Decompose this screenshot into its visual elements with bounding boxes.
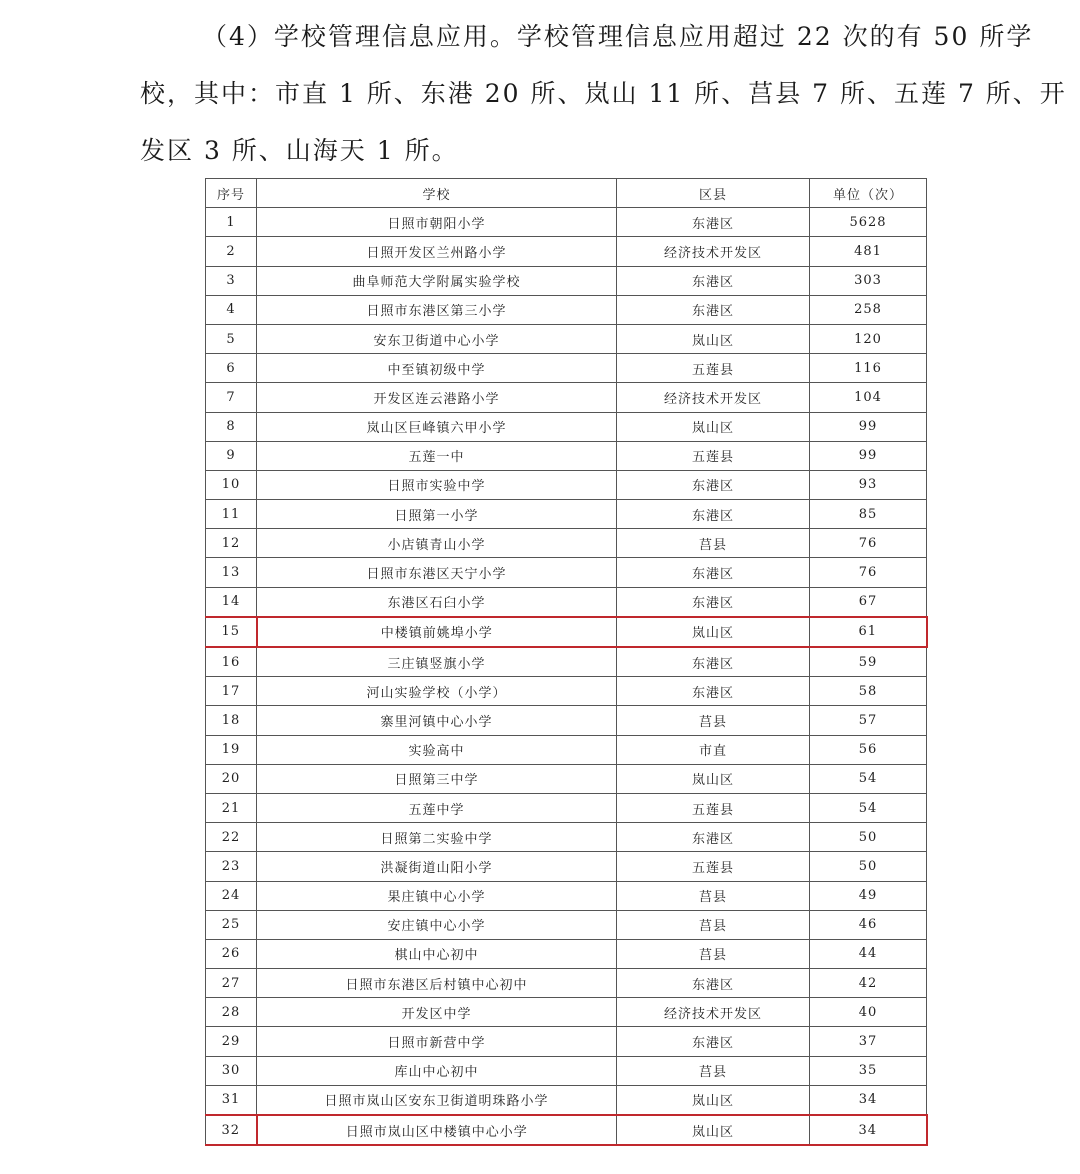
cell-no: 8 bbox=[206, 412, 257, 441]
table-row bbox=[206, 1056, 927, 1085]
cell-school: 日照市岚山区中楼镇中心小学 bbox=[257, 1115, 617, 1145]
intro-paragraph bbox=[140, 8, 1067, 179]
cell-district: 东港区 bbox=[617, 470, 810, 499]
table-row bbox=[206, 1027, 927, 1056]
cell-school: 日照市东港区后村镇中心初中 bbox=[257, 969, 617, 998]
cell-no: 31 bbox=[206, 1085, 257, 1115]
cell-count: 44 bbox=[810, 939, 927, 968]
table-row bbox=[206, 764, 927, 793]
cell-district: 莒县 bbox=[617, 881, 810, 910]
cell-count: 42 bbox=[810, 969, 927, 998]
cell-district: 东港区 bbox=[617, 677, 810, 706]
cell-count: 54 bbox=[810, 793, 927, 822]
cell-count: 104 bbox=[810, 383, 927, 412]
cell-district: 莒县 bbox=[617, 939, 810, 968]
cell-no: 13 bbox=[206, 558, 257, 587]
cell-count: 40 bbox=[810, 998, 927, 1027]
cell-no: 30 bbox=[206, 1056, 257, 1085]
cell-school: 日照第二实验中学 bbox=[257, 823, 617, 852]
cell-no: 20 bbox=[206, 764, 257, 793]
cell-no: 22 bbox=[206, 823, 257, 852]
table-row bbox=[206, 324, 927, 353]
cell-school: 日照市实验中学 bbox=[257, 470, 617, 499]
cell-district: 岚山区 bbox=[617, 1115, 810, 1145]
cell-school: 东港区石臼小学 bbox=[257, 587, 617, 617]
cell-no: 10 bbox=[206, 470, 257, 499]
cell-no: 6 bbox=[206, 354, 257, 383]
cell-school: 五莲中学 bbox=[257, 793, 617, 822]
school-usage-table bbox=[205, 178, 928, 1146]
cell-district: 东港区 bbox=[617, 587, 810, 617]
cell-district: 岚山区 bbox=[617, 324, 810, 353]
cell-no: 2 bbox=[206, 237, 257, 266]
cell-no: 32 bbox=[206, 1115, 257, 1145]
cell-school: 棋山中心初中 bbox=[257, 939, 617, 968]
cell-no: 12 bbox=[206, 529, 257, 558]
cell-district: 东港区 bbox=[617, 266, 810, 295]
cell-district: 五莲县 bbox=[617, 354, 810, 383]
cell-school: 库山中心初中 bbox=[257, 1056, 617, 1085]
cell-district: 东港区 bbox=[617, 1027, 810, 1056]
cell-district: 岚山区 bbox=[617, 617, 810, 647]
table-row bbox=[206, 1085, 927, 1115]
table-row bbox=[206, 587, 927, 617]
cell-school: 日照市东港区天宁小学 bbox=[257, 558, 617, 587]
table-row bbox=[206, 558, 927, 587]
school-usage-table-wrapper bbox=[205, 178, 926, 1146]
cell-district: 东港区 bbox=[617, 208, 810, 237]
cell-no: 21 bbox=[206, 793, 257, 822]
table-row bbox=[206, 412, 927, 441]
cell-count: 5628 bbox=[810, 208, 927, 237]
cell-school: 日照市岚山区安东卫街道明珠路小学 bbox=[257, 1085, 617, 1115]
table-row bbox=[206, 998, 927, 1027]
cell-no: 1 bbox=[206, 208, 257, 237]
cell-no: 4 bbox=[206, 295, 257, 324]
cell-count: 34 bbox=[810, 1115, 927, 1145]
cell-no: 14 bbox=[206, 587, 257, 617]
table-row bbox=[206, 617, 927, 647]
cell-district: 东港区 bbox=[617, 969, 810, 998]
table-row bbox=[206, 500, 927, 529]
cell-no: 28 bbox=[206, 998, 257, 1027]
cell-no: 3 bbox=[206, 266, 257, 295]
table-row bbox=[206, 441, 927, 470]
header-no: 序号 bbox=[206, 179, 257, 208]
cell-count: 76 bbox=[810, 529, 927, 558]
cell-count: 50 bbox=[810, 852, 927, 881]
table-row bbox=[206, 969, 927, 998]
paragraph-line: （4）学校管理信息应用。学校管理信息应用超过 22 次的有 50 所学 bbox=[202, 22, 1034, 51]
cell-count: 37 bbox=[810, 1027, 927, 1056]
cell-count: 34 bbox=[810, 1085, 927, 1115]
cell-count: 54 bbox=[810, 764, 927, 793]
header-district: 区县 bbox=[617, 179, 810, 208]
cell-count: 93 bbox=[810, 470, 927, 499]
cell-school: 日照市东港区第三小学 bbox=[257, 295, 617, 324]
table-row bbox=[206, 237, 927, 266]
table-row bbox=[206, 470, 927, 499]
cell-count: 99 bbox=[810, 441, 927, 470]
cell-no: 24 bbox=[206, 881, 257, 910]
cell-school: 开发区连云港路小学 bbox=[257, 383, 617, 412]
cell-district: 岚山区 bbox=[617, 412, 810, 441]
cell-no: 23 bbox=[206, 852, 257, 881]
table-row bbox=[206, 266, 927, 295]
cell-school: 安庄镇中心小学 bbox=[257, 910, 617, 939]
cell-count: 57 bbox=[810, 706, 927, 735]
cell-district: 莒县 bbox=[617, 1056, 810, 1085]
header-school: 学校 bbox=[257, 179, 617, 208]
cell-district: 五莲县 bbox=[617, 793, 810, 822]
cell-count: 99 bbox=[810, 412, 927, 441]
cell-school: 三庄镇竖旗小学 bbox=[257, 647, 617, 677]
cell-count: 120 bbox=[810, 324, 927, 353]
cell-school: 日照市朝阳小学 bbox=[257, 208, 617, 237]
cell-district: 市直 bbox=[617, 735, 810, 764]
cell-count: 85 bbox=[810, 500, 927, 529]
cell-no: 27 bbox=[206, 969, 257, 998]
table-body bbox=[206, 208, 927, 1146]
cell-school: 日照市新营中学 bbox=[257, 1027, 617, 1056]
cell-count: 58 bbox=[810, 677, 927, 706]
table-row bbox=[206, 706, 927, 735]
table-row bbox=[206, 852, 927, 881]
cell-school: 洪凝街道山阳小学 bbox=[257, 852, 617, 881]
cell-school: 小店镇青山小学 bbox=[257, 529, 617, 558]
cell-school: 果庄镇中心小学 bbox=[257, 881, 617, 910]
cell-school: 岚山区巨峰镇六甲小学 bbox=[257, 412, 617, 441]
table-row bbox=[206, 910, 927, 939]
cell-count: 303 bbox=[810, 266, 927, 295]
cell-school: 河山实验学校（小学） bbox=[257, 677, 617, 706]
cell-school: 曲阜师范大学附属实验学校 bbox=[257, 266, 617, 295]
cell-school: 日照第三中学 bbox=[257, 764, 617, 793]
cell-count: 67 bbox=[810, 587, 927, 617]
cell-count: 49 bbox=[810, 881, 927, 910]
cell-count: 46 bbox=[810, 910, 927, 939]
cell-count: 35 bbox=[810, 1056, 927, 1085]
cell-count: 59 bbox=[810, 647, 927, 677]
cell-no: 19 bbox=[206, 735, 257, 764]
table-row bbox=[206, 383, 927, 412]
table-row bbox=[206, 939, 927, 968]
cell-district: 东港区 bbox=[617, 558, 810, 587]
table-row bbox=[206, 823, 927, 852]
cell-district: 东港区 bbox=[617, 500, 810, 529]
table-row bbox=[206, 1115, 927, 1145]
cell-school: 五莲一中 bbox=[257, 441, 617, 470]
cell-district: 经济技术开发区 bbox=[617, 237, 810, 266]
table-row bbox=[206, 677, 927, 706]
cell-school: 安东卫街道中心小学 bbox=[257, 324, 617, 353]
table-header-row bbox=[206, 179, 927, 208]
cell-district: 东港区 bbox=[617, 647, 810, 677]
cell-school: 寨里河镇中心小学 bbox=[257, 706, 617, 735]
header-count: 单位（次） bbox=[810, 179, 927, 208]
cell-school: 中楼镇前姚埠小学 bbox=[257, 617, 617, 647]
cell-district: 莒县 bbox=[617, 910, 810, 939]
cell-count: 56 bbox=[810, 735, 927, 764]
cell-district: 五莲县 bbox=[617, 441, 810, 470]
table-row bbox=[206, 881, 927, 910]
cell-district: 岚山区 bbox=[617, 1085, 810, 1115]
cell-school: 日照开发区兰州路小学 bbox=[257, 237, 617, 266]
cell-no: 18 bbox=[206, 706, 257, 735]
cell-no: 16 bbox=[206, 647, 257, 677]
table-row bbox=[206, 647, 927, 677]
cell-count: 481 bbox=[810, 237, 927, 266]
cell-no: 17 bbox=[206, 677, 257, 706]
table-row bbox=[206, 208, 927, 237]
cell-no: 29 bbox=[206, 1027, 257, 1056]
cell-district: 经济技术开发区 bbox=[617, 998, 810, 1027]
cell-count: 50 bbox=[810, 823, 927, 852]
cell-no: 25 bbox=[206, 910, 257, 939]
cell-district: 岚山区 bbox=[617, 764, 810, 793]
cell-no: 7 bbox=[206, 383, 257, 412]
cell-count: 61 bbox=[810, 617, 927, 647]
cell-district: 五莲县 bbox=[617, 852, 810, 881]
table-row bbox=[206, 354, 927, 383]
cell-no: 11 bbox=[206, 500, 257, 529]
table-row bbox=[206, 735, 927, 764]
cell-count: 76 bbox=[810, 558, 927, 587]
cell-district: 东港区 bbox=[617, 823, 810, 852]
cell-school: 中至镇初级中学 bbox=[257, 354, 617, 383]
cell-school: 开发区中学 bbox=[257, 998, 617, 1027]
cell-no: 9 bbox=[206, 441, 257, 470]
cell-no: 15 bbox=[206, 617, 257, 647]
table-row bbox=[206, 529, 927, 558]
cell-district: 经济技术开发区 bbox=[617, 383, 810, 412]
cell-district: 莒县 bbox=[617, 706, 810, 735]
cell-count: 116 bbox=[810, 354, 927, 383]
cell-school: 实验高中 bbox=[257, 735, 617, 764]
table-row bbox=[206, 295, 927, 324]
cell-district: 莒县 bbox=[617, 529, 810, 558]
cell-count: 258 bbox=[810, 295, 927, 324]
cell-no: 5 bbox=[206, 324, 257, 353]
cell-no: 26 bbox=[206, 939, 257, 968]
table-row bbox=[206, 793, 927, 822]
cell-district: 东港区 bbox=[617, 295, 810, 324]
paragraph-line: 发区 3 所、山海天 1 所。 bbox=[140, 136, 459, 165]
paragraph-line: 校，其中：市直 1 所、东港 20 所、岚山 11 所、莒县 7 所、五莲 7 所、开 bbox=[140, 79, 1067, 108]
cell-school: 日照第一小学 bbox=[257, 500, 617, 529]
